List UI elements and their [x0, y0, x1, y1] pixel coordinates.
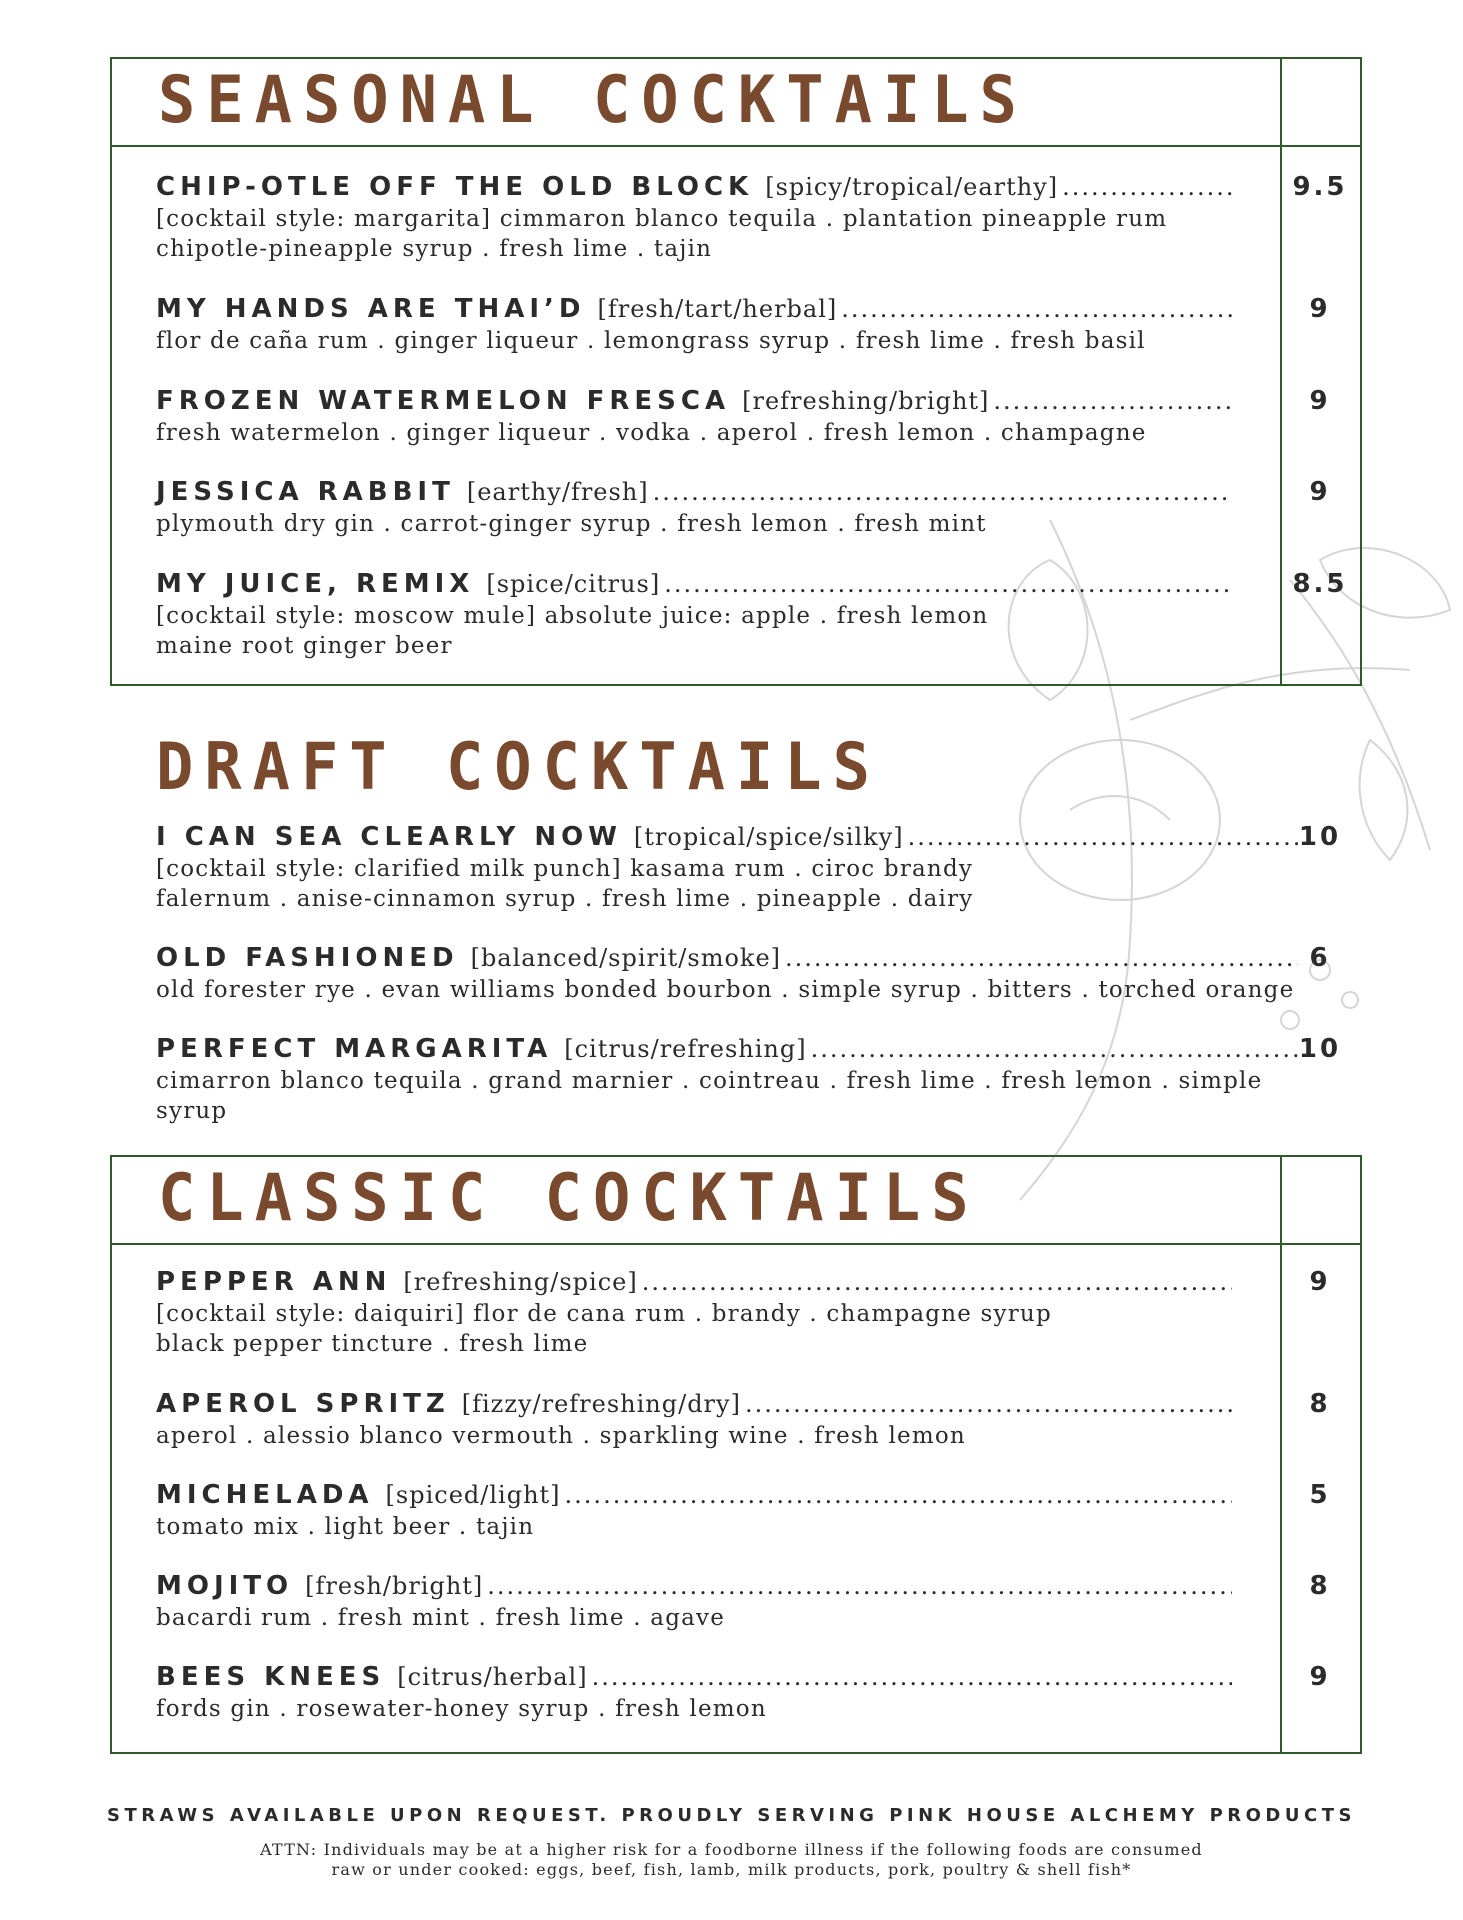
item-description: fords gin . rosewater-honey syrup . fresh lemon	[156, 1696, 767, 1722]
item-name: PEPPER ANN	[156, 1267, 392, 1297]
item-tags: [earthy/fresh]	[466, 478, 649, 506]
leader-dots	[745, 1390, 1232, 1418]
menu-item	[156, 1267, 1236, 1359]
leader-dots	[908, 823, 1298, 851]
item-tags: [balanced/spirit/smoke]	[470, 944, 782, 972]
item-price: 10	[1298, 1034, 1342, 1064]
item-tags: [fresh/tart/herbal]	[597, 295, 838, 323]
menu-item	[156, 1034, 1302, 1126]
item-tags: [spiced/light]	[385, 1481, 561, 1509]
menu-item	[156, 172, 1236, 264]
item-tags: [fresh/bright]	[305, 1572, 484, 1600]
item-name: BEES KNEES	[156, 1662, 386, 1692]
item-name: MOJITO	[156, 1571, 294, 1601]
item-price: 5	[1309, 1480, 1331, 1510]
item-price: 8.5	[1292, 569, 1348, 599]
menu-item	[156, 943, 1302, 1005]
item-name: OLD FASHIONED	[156, 943, 459, 973]
item-description: plymouth dry gin . carrot-ginger syrup . fresh lemon . fresh mint	[156, 511, 987, 537]
item-description: tomato mix . light beer . tajin	[156, 1514, 535, 1540]
menu-item	[156, 1389, 1236, 1451]
menu-item	[156, 386, 1236, 448]
leader-dots	[993, 387, 1232, 415]
leader-dots	[841, 295, 1232, 323]
item-price: 9	[1309, 477, 1331, 507]
allergy-notice	[0, 1840, 1463, 1880]
leader-dots	[811, 1035, 1298, 1063]
leader-dots	[487, 1572, 1232, 1600]
item-name: MICHELADA	[156, 1480, 374, 1510]
item-tags: [citrus/herbal]	[397, 1663, 588, 1691]
item-price: 9	[1309, 386, 1331, 416]
allergy-notice-line: ATTN: Individuals may be at a higher risk for a foodborne illness if the following foods are consumed	[260, 1840, 1203, 1859]
item-description: old forester rye . evan williams bonded bourbon . simple syrup . bitters . torched orange	[156, 977, 1295, 1003]
item-name: JESSICA RABBIT	[156, 477, 455, 507]
item-description: [cocktail style: daiquiri] flor de cana rum . brandy . champagne syrup black pepper tincture . fresh lime	[156, 1301, 1052, 1357]
menu-item	[156, 569, 1236, 661]
item-name: MY JUICE, REMIX	[156, 569, 475, 599]
allergy-notice-line: raw or under cooked: eggs, beef, fish, lamb, milk products, pork, poultry & shell fish*	[331, 1860, 1132, 1879]
item-name: PERFECT MARGARITA	[156, 1034, 553, 1064]
leader-dots	[664, 570, 1232, 598]
item-price: 9.5	[1292, 172, 1348, 202]
menu-item	[156, 1662, 1236, 1724]
classic-header	[112, 1157, 1360, 1245]
leader-dots	[642, 1268, 1232, 1296]
item-description: flor de caña rum . ginger liqueur . lemongrass syrup . fresh lime . fresh basil	[156, 328, 1146, 354]
item-description: [cocktail style: clarified milk punch] kasama rum . ciroc brandy falernum . anise-cinnamon syrup . fresh lime . pineapple . dairy	[156, 856, 974, 912]
item-tags: [tropical/spice/silky]	[633, 823, 904, 851]
footer-note: STRAWS AVAILABLE UPON REQUEST. PROUDLY SERVING PINK HOUSE ALCHEMY PRODUCTS	[107, 1805, 1356, 1826]
leader-dots	[785, 944, 1298, 972]
item-description: aperol . alessio blanco vermouth . sparkling wine . fresh lemon	[156, 1423, 966, 1449]
item-price: 9	[1309, 1662, 1331, 1692]
item-description: [cocktail style: moscow mule] absolute juice: apple . fresh lemon maine root ginger beer	[156, 603, 989, 659]
menu-item	[156, 477, 1236, 539]
item-price: 8	[1309, 1571, 1331, 1601]
item-tags: [citrus/refreshing]	[564, 1035, 807, 1063]
item-price: 6	[1309, 943, 1331, 973]
menu-item	[156, 1480, 1236, 1542]
item-price: 10	[1298, 822, 1342, 852]
item-tags: [spice/citrus]	[486, 570, 661, 598]
item-name: CHIP-OTLE OFF THE OLD BLOCK	[156, 172, 754, 202]
item-price: 8	[1309, 1389, 1331, 1419]
leader-dots	[592, 1663, 1232, 1691]
item-name: FROZEN WATERMELON FRESCA	[156, 386, 731, 416]
item-description: bacardi rum . fresh mint . fresh lime . agave	[156, 1605, 726, 1631]
seasonal-header	[112, 59, 1360, 147]
item-tags: [spicy/tropical/earthy]	[765, 173, 1059, 201]
seasonal-title: SEASONAL COCKTAILS	[158, 61, 1028, 138]
item-name: I CAN SEA CLEARLY NOW	[156, 822, 622, 852]
item-name: APEROL SPRITZ	[156, 1389, 450, 1419]
item-description: cimarron blanco tequila . grand marnier . cointreau . fresh lime . fresh lemon . simple syrup	[156, 1068, 1263, 1124]
item-tags: [refreshing/spice]	[403, 1268, 638, 1296]
item-price: 9	[1309, 1267, 1331, 1297]
leader-dots	[1062, 173, 1232, 201]
item-description: [cocktail style: margarita] cimmaron blanco tequila . plantation pineapple rum chipotle-pineapple syrup . fresh lime . tajin	[156, 206, 1168, 262]
item-name: MY HANDS ARE THAI’D	[156, 294, 586, 324]
classic-title: CLASSIC COCKTAILS	[158, 1159, 980, 1236]
item-price: 9	[1309, 294, 1331, 324]
leader-dots	[653, 478, 1232, 506]
item-description: fresh watermelon . ginger liqueur . vodka . aperol . fresh lemon . champagne	[156, 420, 1147, 446]
menu-item	[156, 822, 1302, 914]
menu-item	[156, 1571, 1236, 1633]
menu-item	[156, 294, 1236, 356]
leader-dots	[565, 1481, 1232, 1509]
item-tags: [refreshing/bright]	[742, 387, 990, 415]
draft-title: DRAFT COCKTAILS	[156, 728, 881, 805]
item-tags: [fizzy/refreshing/dry]	[461, 1390, 741, 1418]
